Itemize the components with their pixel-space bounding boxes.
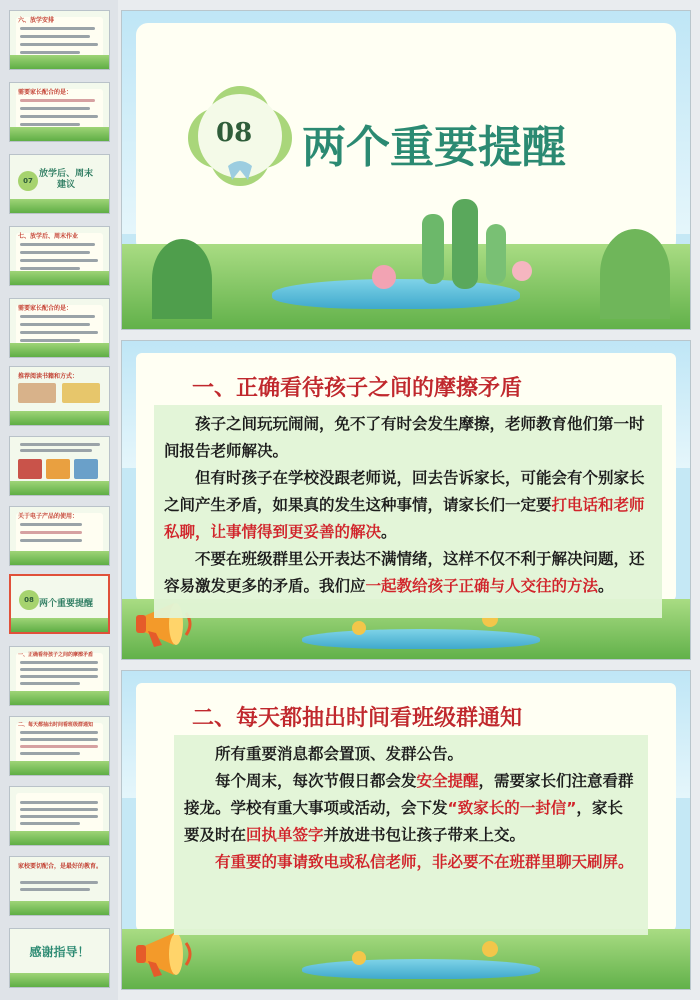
highlight-text: 回执单签字 (246, 826, 324, 844)
section-title: 两个重要提醒 (302, 122, 566, 173)
slide-thumbnail-10[interactable] (9, 646, 110, 706)
slide-thumbnail-8[interactable] (9, 506, 110, 566)
highlight-text: “致家长的一封信” (447, 799, 577, 817)
section-heading: 二、每天都抽出时间看班级群通知 (192, 706, 523, 731)
thumb-title: 感谢指导！ (29, 945, 90, 959)
thumb-title: 一、正确看待孩子之间的摩擦矛盾 (18, 652, 94, 658)
paragraph-1: 孩子之间玩玩闹闹，免不了有时会发生摩擦，老师教育他们第一时间报告老师解决。 (164, 415, 645, 460)
slide-thumbnail-2[interactable] (9, 82, 110, 142)
thumb-title: 二、每天都抽出时间看班级群通知 (18, 722, 94, 728)
thumb-title: 推荐阅读书籍和方式： (18, 373, 79, 380)
thumb-title: 需要家长配合的是： (18, 89, 73, 96)
slide-thumbnail-6[interactable] (9, 366, 110, 426)
thumb-title: 需要家长配合的是： (18, 305, 73, 312)
section-number: 08 (216, 118, 253, 148)
slide-thumbnail-9-active[interactable] (9, 574, 110, 634)
highlight-text: 打电话和老师私聊，让事情得到更妥善的解决 (164, 496, 645, 541)
slide-thumbnail-13[interactable] (9, 856, 110, 916)
slide-thumbnail-3[interactable] (9, 154, 110, 214)
highlight-text: 安全提醒 (416, 772, 479, 790)
paragraph-3: 不要在班级群里公开表达不满情绪，这样不仅不利于解决问题，还容易激发更多的矛盾。我们应一起教给孩子正确与人交往的方法。 (164, 550, 645, 595)
slide-thumbnail-14[interactable] (9, 928, 110, 988)
highlight-text: 一起教给孩子正确与人交往的方法 (365, 577, 599, 595)
paragraph-2: 每个周末，每次节假日都会发安全提醒，需要家长们注意看群接龙。学校有重大事项或活动，会下发“致家长的一封信”，家长要及时在回执单签字并放进书包让孩子带来上交。 (184, 772, 634, 844)
thumb-title: 放学后、周末建议 (38, 169, 93, 190)
slide-thumbnail-7[interactable] (9, 436, 110, 496)
thumb-title: 家校要切配合，是最好的教育。 (18, 863, 103, 870)
thumb-title: 七、放学后、周末作业 (18, 233, 79, 240)
thumb-badge: 07 (18, 171, 38, 191)
thumb-badge: 08 (19, 590, 39, 610)
thumb-title: 六、放学安排 (18, 17, 55, 24)
paragraph-2: 但有时孩子在学校没跟老师说，回去告诉家长，可能会有个别家长之间产生矛盾，如果真的发生这种事情，请家长们一定要打电话和老师私聊，让事情得到更妥善的解决。 (164, 469, 645, 541)
slide-thumbnail-11[interactable] (9, 716, 110, 776)
thumb-title: 两个重要提醒 (39, 599, 94, 609)
section-heading: 一、正确看待孩子之间的摩擦矛盾 (192, 376, 523, 401)
content-text-box (154, 405, 662, 618)
slide-friction-reminder (121, 340, 691, 660)
slide-group-notice-reminder (121, 670, 691, 990)
slide-thumbnail-5[interactable] (9, 298, 110, 358)
slide-thumbnail-4[interactable] (9, 226, 110, 286)
content-text-box (174, 735, 648, 935)
thumb-title: 关于电子产品的使用： (18, 513, 79, 520)
slide-thumbnail-rail (0, 0, 118, 1000)
paragraph-3: 有重要的事请致电或私信老师，非必要不在班群里聊天刷屏。 (215, 853, 634, 871)
slide-thumbnail-1[interactable] (9, 10, 110, 70)
slide-section-title (121, 10, 691, 330)
slide-thumbnail-12[interactable] (9, 786, 110, 846)
paragraph-1: 所有重要消息都会置顶、发群公告。 (215, 745, 464, 763)
